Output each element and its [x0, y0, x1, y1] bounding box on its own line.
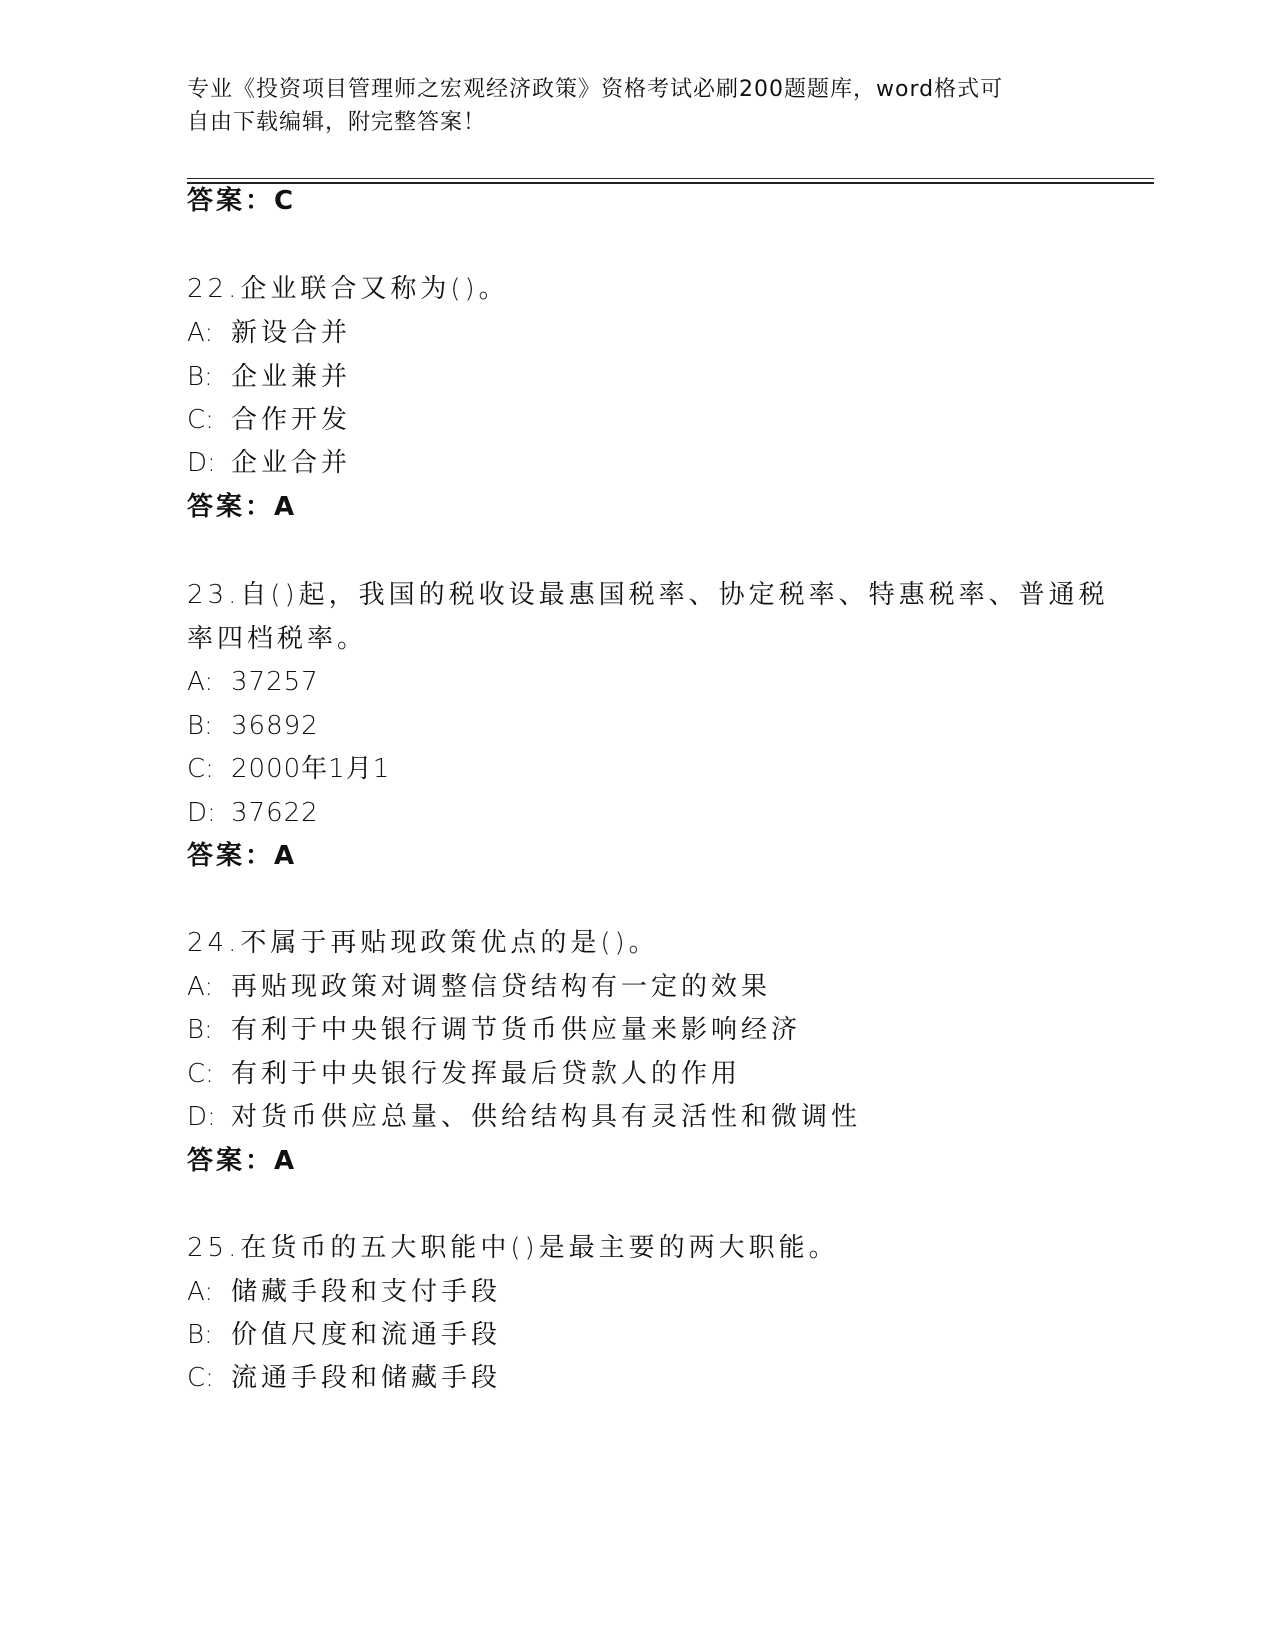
- option-letter: D:: [187, 448, 216, 478]
- question-25-option-b: [187, 1318, 501, 1352]
- document-header: [187, 73, 1067, 139]
- option-letter: D:: [187, 1102, 216, 1132]
- option-letter: D:: [187, 798, 216, 828]
- option-text: 有利于中央银行调节货币供应量来影响经济: [231, 1015, 802, 1045]
- question-24-option-a: [187, 970, 771, 1004]
- question-22-option-c: [187, 403, 351, 437]
- option-letter: A:: [187, 1277, 214, 1307]
- question-23-stem-line-2: 率四档税率。: [187, 624, 368, 654]
- question-23-option-c: [187, 752, 390, 786]
- option-text: 合作开发: [231, 405, 352, 435]
- option-letter: C:: [187, 1363, 214, 1393]
- question-23-stem-line-1: 23.自()起，我国的税收设最惠国税率、协定税率、特惠税率、普通税: [187, 580, 1109, 610]
- option-letter: A:: [187, 318, 214, 348]
- option-letter: C:: [187, 405, 214, 435]
- option-text: 企业兼并: [231, 362, 352, 392]
- option-text: 37257: [231, 667, 319, 697]
- question-23-answer: 答案：A: [187, 841, 298, 871]
- option-letter: B:: [187, 711, 213, 741]
- question-25-option-a: [187, 1275, 501, 1309]
- question-24-option-d: [187, 1100, 861, 1134]
- option-text: 企业合并: [231, 448, 352, 478]
- question-22-answer: 答案：A: [187, 492, 298, 522]
- option-text: 新设合并: [231, 318, 352, 348]
- question-22-option-b: [187, 360, 351, 394]
- question-23-option-a: [187, 665, 319, 699]
- option-letter: C:: [187, 1059, 214, 1089]
- option-text: 37622: [231, 798, 319, 828]
- option-text: 对货币供应总量、供给结构具有灵活性和微调性: [231, 1102, 862, 1132]
- question-25-option-c: [187, 1361, 501, 1395]
- option-text: 储藏手段和支付手段: [231, 1277, 502, 1307]
- question-24-option-c: [187, 1057, 741, 1091]
- header-title-line-1: 专业《投资项目管理师之宏观经济政策》资格考试必刷200题题库，word格式可: [187, 77, 1004, 102]
- question-24-stem: 24.不属于再贴现政策优点的是()。: [187, 928, 659, 958]
- header-divider-thin: [187, 178, 1154, 179]
- question-22-option-d: [187, 446, 351, 480]
- question-25-stem: 25.在货币的五大职能中()是最主要的两大职能。: [187, 1233, 839, 1263]
- option-text: 2000年1月1: [231, 754, 391, 784]
- question-22-option-a: [187, 316, 351, 350]
- option-letter: B:: [187, 1015, 213, 1045]
- option-text: 流通手段和储藏手段: [231, 1363, 502, 1393]
- option-text: 有利于中央银行发挥最后贷款人的作用: [231, 1059, 742, 1089]
- option-text: 36892: [231, 711, 319, 741]
- option-letter: C:: [187, 754, 214, 784]
- option-letter: B:: [187, 1320, 213, 1350]
- option-text: 再贴现政策对调整信贷结构有一定的效果: [231, 972, 772, 1002]
- header-divider-thick: [187, 182, 1154, 184]
- question-24-answer: 答案：A: [187, 1146, 298, 1176]
- answer-previous: 答案：C: [187, 186, 297, 216]
- question-22-stem: 22.企业联合又称为()。: [187, 274, 509, 304]
- option-text: 价值尺度和流通手段: [231, 1320, 502, 1350]
- question-24-option-b: [187, 1013, 801, 1047]
- header-title-line-2: 自由下载编辑，附完整答案！: [187, 110, 487, 135]
- question-23-option-b: [187, 709, 319, 743]
- option-letter: A:: [187, 667, 214, 697]
- question-23-option-d: [187, 796, 319, 830]
- option-letter: B:: [187, 362, 213, 392]
- option-letter: A:: [187, 972, 214, 1002]
